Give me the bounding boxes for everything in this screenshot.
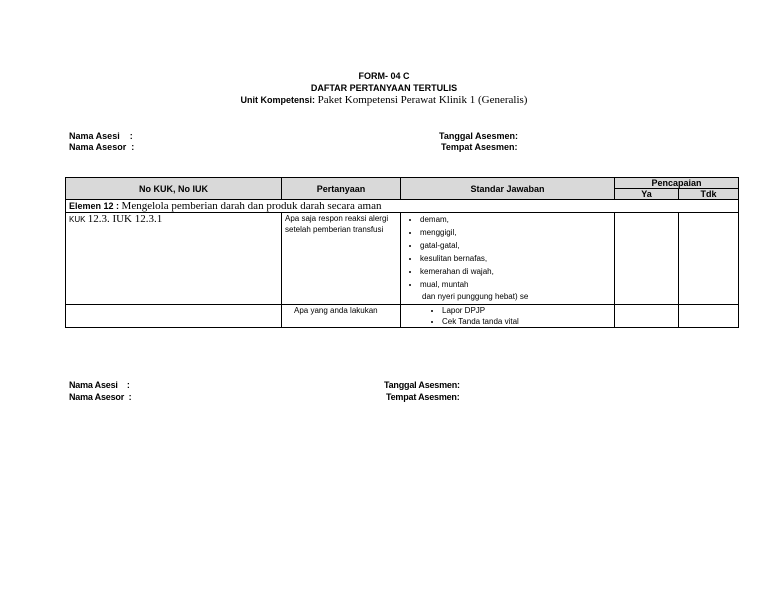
- bottom-nama-asesor-label: Nama Asesor :: [69, 392, 132, 402]
- unit-value: Paket Kompetensi Perawat Klinik 1 (Generalis): [317, 94, 528, 106]
- tempat-asesmen-label: Tempat Asesmen:: [441, 142, 518, 152]
- kuk-cell: [66, 213, 282, 305]
- header-kuk: No KUK, No IUK: [66, 178, 282, 200]
- kuk-cell-empty: [66, 305, 282, 328]
- answer-cell: [401, 305, 615, 328]
- header-pencapaian: Pencapaian: [615, 178, 739, 189]
- answer-item: • Lapor DPJP: [442, 305, 611, 316]
- nama-asesi-label: Nama Asesi :: [69, 131, 133, 141]
- ya-cell[interactable]: [615, 305, 679, 328]
- answer-item: • menggigil,: [420, 226, 611, 239]
- form-title: DAFTAR PERTANYAAN TERTULIS: [310, 83, 458, 93]
- answer-item: • kemerahan di wajah,: [420, 265, 611, 278]
- element-text: Mengelola pemberian darah dan produk darah secara aman: [121, 200, 382, 212]
- tdk-cell[interactable]: [679, 213, 739, 305]
- tdk-cell[interactable]: [679, 305, 739, 328]
- question-table: [65, 177, 739, 328]
- answer-item: • demam,: [420, 213, 611, 226]
- answer-item: • Cek Tanda tanda vital: [442, 316, 611, 327]
- bottom-tempat-asesmen-label: Tempat Asesmen:: [386, 392, 460, 402]
- answer-item: • kesulitan bernafas,: [420, 252, 611, 265]
- ya-cell[interactable]: [615, 213, 679, 305]
- element-label: Elemen 12 :: [69, 201, 120, 211]
- unit-label: Unit Kompetensi:: [240, 95, 316, 105]
- header-pertanyaan: Pertanyaan: [282, 178, 401, 200]
- header-tdk: Tdk: [679, 189, 739, 200]
- question-cell: Apa saja respon reaksi alergi setelah pemberian transfusi: [282, 213, 401, 305]
- answer-item: • gatal-gatal,: [420, 239, 611, 252]
- answer-cell: [401, 213, 615, 305]
- form-code: FORM- 04 C: [358, 71, 410, 81]
- nama-asesor-label: Nama Asesor :: [69, 142, 135, 152]
- tanggal-asesmen-label: Tanggal Asesmen:: [439, 131, 519, 141]
- unit-kompetensi: [0, 94, 768, 106]
- question-cell: Apa yang anda lakukan: [282, 305, 401, 328]
- answer-tail: dan nyeri punggung hebat) se: [422, 292, 529, 301]
- bottom-tanggal-asesmen-label: Tanggal Asesmen:: [384, 380, 460, 390]
- answer-list: [404, 305, 611, 327]
- element-row: [66, 200, 739, 213]
- bottom-nama-asesi-label: Nama Asesi :: [69, 380, 130, 390]
- header-standar-jawaban: Standar Jawaban: [401, 178, 615, 200]
- answer-item: • mual, muntah: [420, 278, 611, 291]
- kuk-prefix: KUK: [69, 215, 86, 224]
- kuk-value: 12.3. IUK 12.3.1: [87, 213, 163, 225]
- header-ya: Ya: [615, 189, 679, 200]
- answer-list: [404, 213, 611, 291]
